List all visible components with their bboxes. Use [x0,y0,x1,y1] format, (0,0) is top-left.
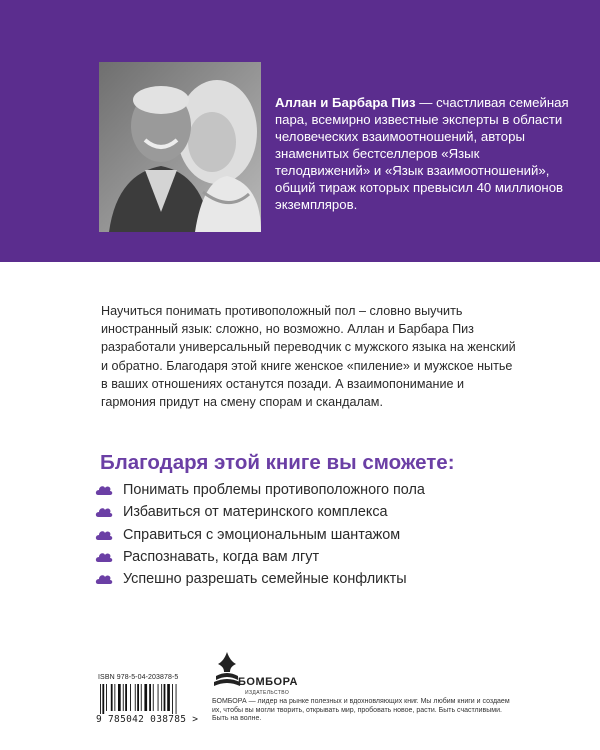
author-photo-image [99,62,261,232]
author-bio [275,94,575,213]
author-bio-text: — счастливая семейная пара, всемирно известные эксперты в области человеческих взаимоотношений, авторы знаменитых бестселлеров «Язык телодвижений» и «Язык взаимоотношений», общий тираж которых превысил 40 миллионов экземпляров. [275,95,569,212]
cloud-icon [95,483,113,497]
cloud-icon [95,572,113,586]
barcode [98,684,204,714]
benefit-item [95,502,495,522]
benefit-text: Успешно разрешать семейные конфликты [123,571,407,588]
author-photo [99,62,261,232]
benefit-text: Распознавать, когда вам лгут [123,548,320,565]
benefit-item [95,569,495,589]
benefit-text: Избавиться от материнского комплекса [123,504,388,521]
cloud-icon [95,528,113,542]
isbn-label: ISBN 978-5-04-203878-5 [98,674,179,681]
publisher-name: БОМБОРА [238,676,298,688]
cloud-icon [95,550,113,564]
barcode-digits: 9 785042 038785 > [96,714,199,725]
book-description: Научиться понимать противоположный пол – словно выучить иностранный язык: сложно, но возможно. Аллан и Барбара Пиз разработали универсальный переводчик с мужского языка на женский и обратно. Благодаря этой книге женское «пиление» и мужское нытье в ваших отношениях останутся позади. А взаимопонимание и гармония придут на смену спорам и скандалам. [101,304,516,410]
benefits-title: Благодаря этой книге вы сможете: [100,451,455,474]
publisher-sub: ИЗДАТЕЛЬСТВО [245,690,290,696]
benefit-item [95,547,495,567]
benefit-item [95,525,495,545]
benefit-text: Понимать проблемы противоположного пола [123,482,425,498]
benefit-text: Справиться с эмоциональным шантажом [123,526,401,543]
benefit-item [95,480,495,500]
cloud-icon [95,505,113,519]
author-names: Аллан и Барбара Пиз [275,95,416,110]
publisher-slogan: БОМБОРА — лидер на рынке полезных и вдохновляющих книг. Мы любим книги и создаем их, чтобы вы могли творить, открывать мир, пробовать новое, расти. Быть счастливыми. Быть на волне. [212,698,510,723]
